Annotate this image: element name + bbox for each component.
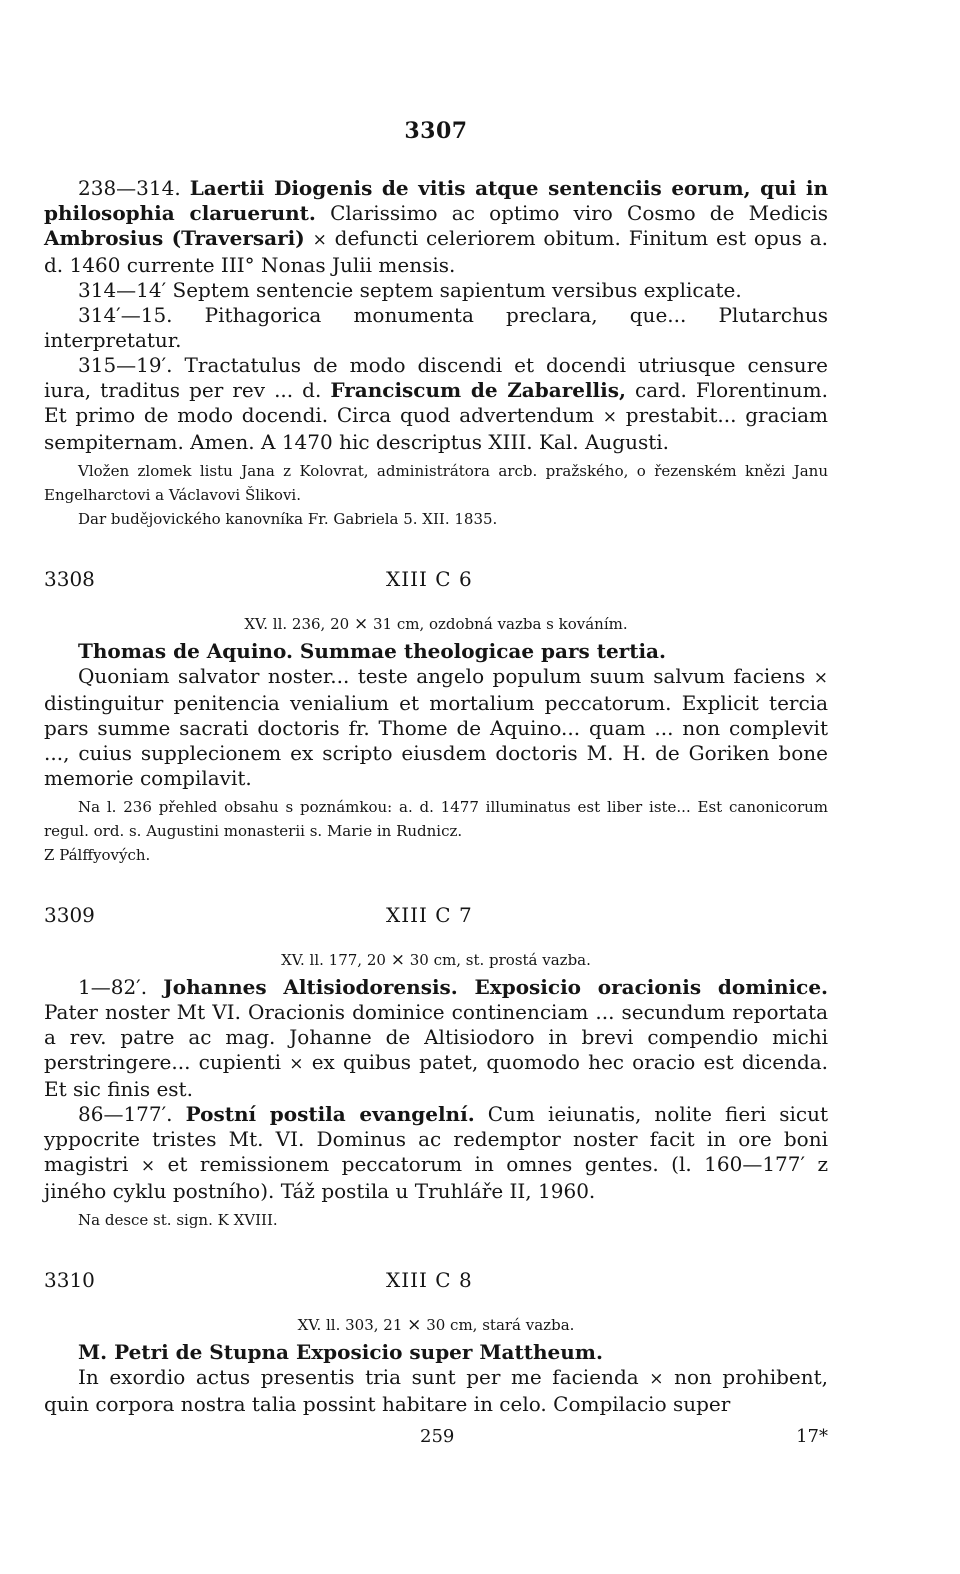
dimension-cross-icon: ×: [353, 614, 369, 634]
work-title: Postní postila evangelní.: [185, 1102, 475, 1126]
omission-cross-icon: ×: [312, 230, 327, 250]
entry-number: 3309: [44, 903, 95, 927]
work-title: Johannes Altisiodorensis. Exposicio oracionis dominice.: [163, 975, 829, 999]
page-footer: [44, 1426, 828, 1454]
footer-sheet-mark: 17*: [796, 1426, 828, 1447]
physical-description: XV. ll. 177, 20 × 30 cm, st. prostá vazba.: [281, 950, 591, 970]
paragraph-exordio: In exordio actus presentis tria sunt per me facienda × non prohibent, quin corpora nostra talia possint habitare in celo. Compilacio super: [44, 1365, 829, 1416]
entry-number: 3308: [44, 567, 95, 591]
entry-title: Thomas de Aquino. Summae theologicae pars tertia.: [78, 639, 666, 663]
body-text: Clarissimo ac optimo viro Cosmo de Medicis: [330, 201, 828, 225]
page-body: [44, 176, 828, 1417]
note-contents: Na l. 236 přehled obsahu s poznámkou: a. d. 1477 illuminatus est liber iste... Est canonicorum regul. ord. s. Augustini monasterii s. Marie in Rudnicz.: [44, 798, 828, 840]
folio-range: 86—177′.: [78, 1102, 173, 1126]
footer-page-number: 259: [420, 1426, 455, 1447]
shelf-signature: XIII C 7: [386, 903, 473, 927]
author-name: Franciscum de Zabarellis,: [330, 378, 626, 402]
body-text: card. Florentinum. Et primo de modo docendi. Circa quod advertendum: [44, 378, 829, 427]
page-header: [44, 118, 828, 144]
entry-header-3309: [44, 903, 828, 931]
entry-header-3310: [44, 1268, 828, 1296]
omission-cross-icon: ×: [289, 1054, 304, 1074]
physical-description: XV. ll. 303, 21 × 30 cm, stará vazba.: [297, 1315, 575, 1335]
physical-description: XV. ll. 236, 20 × 31 cm, ozdobná vazba s kováním.: [244, 614, 628, 634]
paragraph-postila: 86—177′. Postní postila evangelní. Cum ieiunatis, nolite fieri sicut yppocrite tristes Mt. VI. Dominus ac redemptor noster facit in ore boni magistri × et remissionem peccatorum in omnes gentes. (l. 160—177′ z jiného cyklu postního). Táž postila u Truhláře II, 1960.: [44, 1102, 829, 1203]
paragraph-incipit: Quoniam salvator noster... teste angelo populum suum salvum faciens × distinguitur penitencia venialium et mortalium peccatorum. Explicit tercia pars summe sacrati doctoris fr. Thome de Aquino... quam ... non complevit ..., cuius supplecionem ex scripto eiusdem doctoris M. H. de Goriken bone memorie compilavit.: [44, 664, 828, 790]
shelf-signature: XIII C 6: [386, 567, 473, 591]
omission-cross-icon: ×: [140, 1156, 156, 1176]
paragraph-septem: 314—14′ Septem sentencie septem sapientum versibus explicate.: [78, 278, 742, 302]
paragraph-altisiodorensis: 1—82′. Johannes Altisiodorensis. Exposicio oracionis dominice. Pater noster Mt VI. Oracionis dominice continenciam ... secundum reportata a rev. patre ac mag. Johanne de Altisiodoro in brevi compendio michi perstringere... cupienti × ex quibus patet, quomodo hec oracio est dicenda. Et sic finis est.: [44, 975, 829, 1101]
paragraph-tractatulus: [44, 353, 828, 455]
entry-header-3308: [44, 567, 828, 595]
dimension-cross-icon: ×: [390, 950, 405, 970]
entry-number: 3310: [44, 1268, 95, 1292]
folio-range: 238—314.: [78, 176, 181, 200]
body-text: defuncti celeriorem obitum. Finitum est opus a. d. 1460 currente III° Nonas Julii mensis.: [44, 226, 829, 277]
body-text: prestabit... graciam sempiternam. Amen. A 1470 hic descriptus XIII. Kal. Augusti.: [44, 403, 828, 454]
note-provenance: Z Pálffyových.: [44, 846, 151, 864]
omission-cross-icon: ×: [649, 1369, 664, 1389]
entry-title: M. Petri de Stupna Exposicio super Mattheum.: [78, 1340, 603, 1364]
note-inserted-letter: Vložen zlomek listu Jana z Kolovrat, administrátora arcb. pražského, o řezenském knězi Janu Engelharctovi a Václavovi Šlikovi.: [44, 462, 828, 504]
work-title: Laertii Diogenis de vitis atque sentenciis eorum, qui in philosophia claruerunt.: [44, 176, 828, 225]
author-name: Ambrosius (Traversari): [44, 226, 305, 250]
paragraph-laertius: [44, 176, 828, 278]
paragraph-pithagorica: 314′—15. Pithagorica monumenta preclara, que... Plutarchus interpretatur.: [44, 303, 828, 352]
dimension-cross-icon: ×: [407, 1315, 422, 1335]
omission-cross-icon: ×: [602, 407, 618, 427]
body-text: 315—19′. Tractatulus de modo discendi et docendi utriusque censure iura, traditus per rev ... d.: [44, 353, 828, 402]
folio-range: 1—82′.: [78, 975, 148, 999]
note-old-signature: Na desce st. sign. K XVIII.: [78, 1211, 278, 1229]
shelf-signature: XIII C 8: [386, 1268, 473, 1292]
note-donation: Dar budějovického kanovníka Fr. Gabriela 5. XII. 1835.: [78, 510, 498, 528]
omission-cross-icon: ×: [813, 668, 828, 688]
header-page-number: 3307: [404, 118, 468, 144]
